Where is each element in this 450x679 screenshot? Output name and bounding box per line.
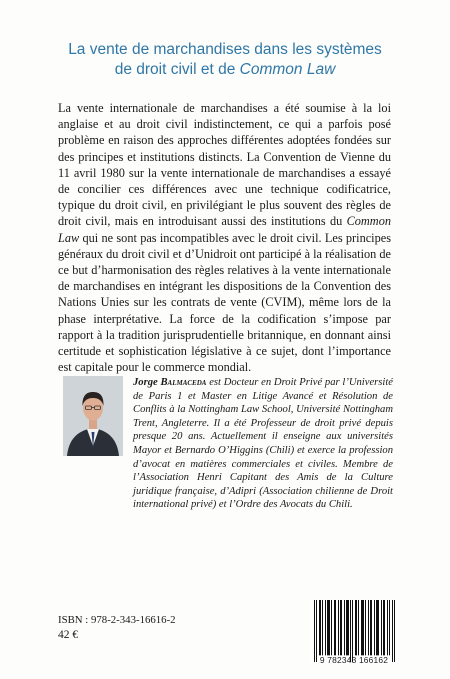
title-line-1: La vente de marchandises dans les systèmes: [68, 41, 382, 58]
title-line-2-prefix: de droit civil et de: [114, 61, 240, 78]
author-first-name: Jorge: [133, 377, 161, 388]
barcode: [310, 600, 398, 662]
summary-italic: Common Law: [58, 214, 391, 245]
summary-part-2: qui ne sont pas incompatibles avec le droit civil. Les principes généraux du droit civil et d’Unidroit ont participé à la réalisation de ce but d’harmonisation des règles relatives à la vente internationale de marchandises en intégrant les dispositions de la Convention des Nations Unies sur les contrats de vente (CVIM), même lors de la phase interprétative. La force de la codification s’impose par rapport à la tradition jurisprudentielle britannique, en donnant ainsi certitude et sophistication législative à ce sujet, dont l’importance est capitale pour le commerce mondial.: [58, 230, 391, 375]
barcode-digits: 9 782343 166162: [319, 655, 389, 665]
author-last-name: Balmaceda: [160, 377, 207, 388]
title-line-2-italic: Common Law: [239, 61, 336, 78]
title-line-2: [40, 60, 410, 80]
summary-paragraph: [58, 100, 391, 375]
author-photo: [63, 376, 123, 456]
author-bio-text: est Docteur en Droit Privé par l’Université de Paris 1 et Master en Litige Avancé et Résolution de Conflits à la Nottingham Law School, Université Nottingham Trent, Angleterre. Il a été Professeur de droit privé depuis presque 20 ans. Actuellement il enseigne aux universités Mayor et Bernardo O’Higgins (Chili) et exerce la profession d’avocat en matières commerciales et civiles. Membre de l’Association Henri Capitant des Amis de la Culture juridique française, d’Adipri (Association chilienne de Droit international privé) et l’Ordre des Avocats du Chili.: [133, 377, 393, 511]
author-bio: [133, 376, 393, 512]
isbn: ISBN : 978-2-343-16616-2: [58, 614, 176, 626]
price: 42 €: [58, 629, 79, 641]
summary-part-1: La vente internationale de marchandises a été soumise à la loi anglaise et au droit civil indistinctement, ce qui a parfois posé problème en raison des approches différentes adoptées fondées sur des principes et institutions distincts. La Convention de Vienne du 11 avril 1980 sur la vente internationale de marchandises a essayé de concilier ces différences avec une technique codificatrice, typique du droit civil, en privilégiant le plus souvent des règles de droit civil, mais en introduisant aussi des institutions du: [58, 101, 391, 229]
book-title: [40, 40, 410, 80]
